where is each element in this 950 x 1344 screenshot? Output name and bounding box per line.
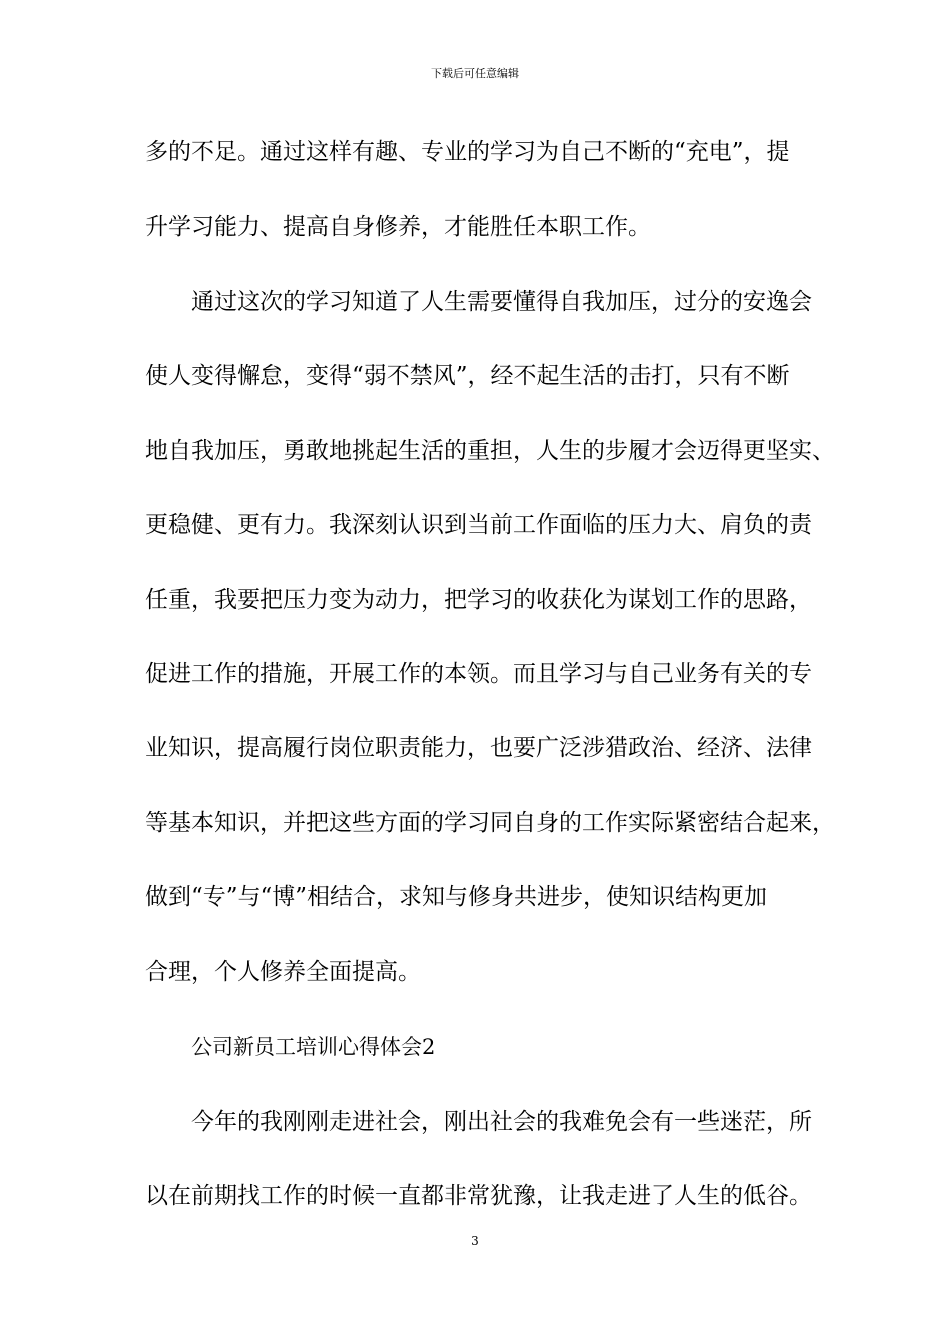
- paragraph-first-line: 通过这次的学习知道了人生需要懂得自我加压，过分的安逸会: [191, 289, 812, 315]
- page-header: 下载后可任意编辑: [431, 67, 519, 80]
- text-line: 以在前期找工作的时候一直都非常犹豫，让我走进了人生的低谷。: [145, 1183, 812, 1209]
- text-line: 使人变得懈怠，变得“弱不禁风”，经不起生活的击打，只有不断: [145, 363, 790, 389]
- text-line: 多的不足。通过这样有趣、专业的学习为自己不断的“充电”，提: [145, 139, 790, 165]
- text-line: 任重，我要把压力变为动力，把学习的收获化为谋划工作的思路，: [145, 587, 812, 613]
- text-line: 升学习能力、提高自身修养，才能胜任本职工作。: [145, 214, 651, 240]
- text-line: 地自我加压，勇敢地挑起生活的重担，人生的步履才会迈得更坚实、: [145, 438, 835, 464]
- page-number: 3: [471, 1234, 479, 1248]
- text-line: 促进工作的措施，开展工作的本领。而且学习与自己业务有关的专: [145, 661, 812, 687]
- section-heading: 公司新员工培训心得体会2: [191, 1035, 436, 1059]
- paragraph-first-line: 今年的我刚刚走进社会，刚出社会的我难免会有一些迷茫，所: [191, 1109, 812, 1135]
- text-line: 等基本知识，并把这些方面的学习同自身的工作实际紧密结合起来，: [145, 810, 835, 836]
- text-line: 合理，个人修养全面提高。: [145, 959, 421, 985]
- text-line: 更稳健、更有力。我深刻认识到当前工作面临的压力大、肩负的责: [145, 512, 812, 538]
- text-line: 做到“专”与“博”相结合，求知与修身共进步，使知识结构更加: [145, 884, 768, 910]
- text-line: 业知识，提高履行岗位职责能力，也要广泛涉猎政治、经济、法律: [145, 735, 812, 761]
